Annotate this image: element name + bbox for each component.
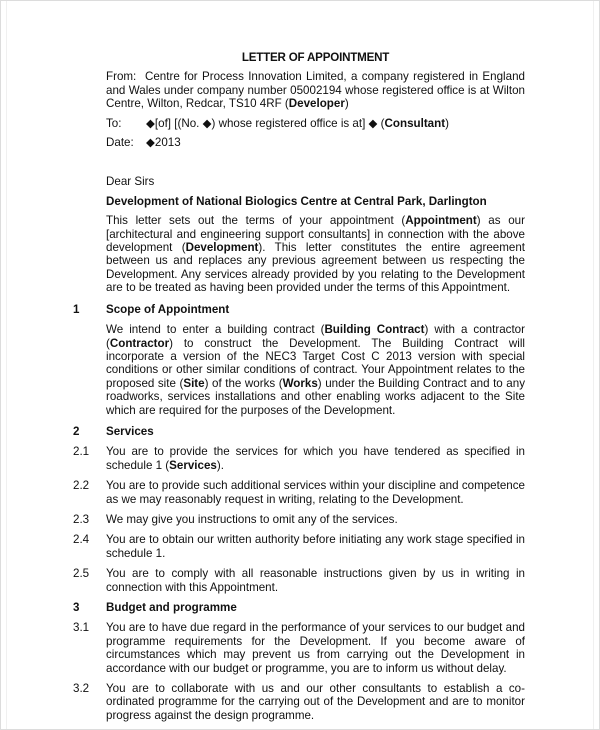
section-heading-3: 3 Budget and programme	[73, 601, 237, 614]
clause-2-1: 2.1 You are to provide the services for which you have tendered as specified in schedule 1 (Services).	[73, 445, 525, 472]
section-heading-2: 2 Services	[73, 424, 154, 438]
page-margin-line-right	[593, 1, 594, 729]
to-label: To:	[106, 116, 122, 130]
section-1-body: We intend to enter a building contract (Building Contract) with a contractor (Contractor) to construct the Development. The Building Contract will incorporate a version of the NEC3 Target Cost C 2013 version with special conditions or other similar conditions of contract. Your Appointment relates to the proposed site (Site) of the works (Works) under the Building Contract and to any roadworks, services installations and other enabling works adjacent to the Site which are required for the purposes of the Development.	[106, 323, 525, 417]
intro-paragraph: This letter sets out the terms of your appointment (Appointment) as our [architectural and engineering support consultants] in connection with the above development (Development). This letter constitutes the entire agreement between us and replaces any previous agreement between us respecting the Development. Any services already provided by you relating to the Development are to be treated as having been provided under the terms of this Appointment.	[106, 214, 525, 295]
to-block: To: ◆[of] [(No. ◆) whose registered office is at] ◆ (Consultant)	[106, 116, 449, 130]
clause-2-5: 2.5 You are to comply with all reasonable instructions given by us in writing in connection with this Appointment.	[73, 567, 525, 594]
from-label: From:	[106, 70, 137, 84]
page-margin-line-left	[6, 1, 7, 729]
date-block	[106, 136, 525, 149]
clause-3-1: 3.1 You are to have due regard in the performance of your services to our budget and programme requirements for the Development. If you become aware of circumstances which may prevent us from carrying out the Development in accordance with our budget or programme, you are to inform us without delay.	[73, 621, 525, 675]
section-heading-1: 1 Scope of Appointment	[73, 302, 230, 316]
salutation: Dear Sirs	[106, 175, 155, 189]
clause-2-2: 2.2 You are to provide such additional services within your discipline and competence as we may reasonably request in writing, relating to the Development.	[73, 479, 525, 506]
letter-body	[73, 51, 525, 729]
clause-2-3: 2.3 We may give you instructions to omit any of the services.	[73, 512, 398, 526]
clause-3-2: 3.2 You are to collaborate with us and our other consultants to establish a co-ordinated programme for the carrying out of the Development and are to monitor progress against the design programme.	[73, 682, 525, 722]
clause-2-4: 2.4 You are to obtain our written authority before initiating any work stage specified in schedule 1.	[73, 533, 525, 560]
developer-term: Developer	[288, 97, 345, 111]
subject-line: Development of National Biologics Centre at Central Park, Darlington	[106, 194, 487, 208]
date-label: Date:	[106, 136, 134, 150]
date-value: ◆2013	[146, 136, 181, 150]
from-block: From: Centre for Process Innovation Limited, a company registered in England and Wales under company number 05002194 whose registered office is at Wilton Centre, Wilton, Redcar, TS10 4RF (Developer)	[106, 70, 525, 111]
document-title: LETTER OF APPOINTMENT	[241, 51, 390, 64]
consultant-term: Consultant	[384, 116, 446, 130]
